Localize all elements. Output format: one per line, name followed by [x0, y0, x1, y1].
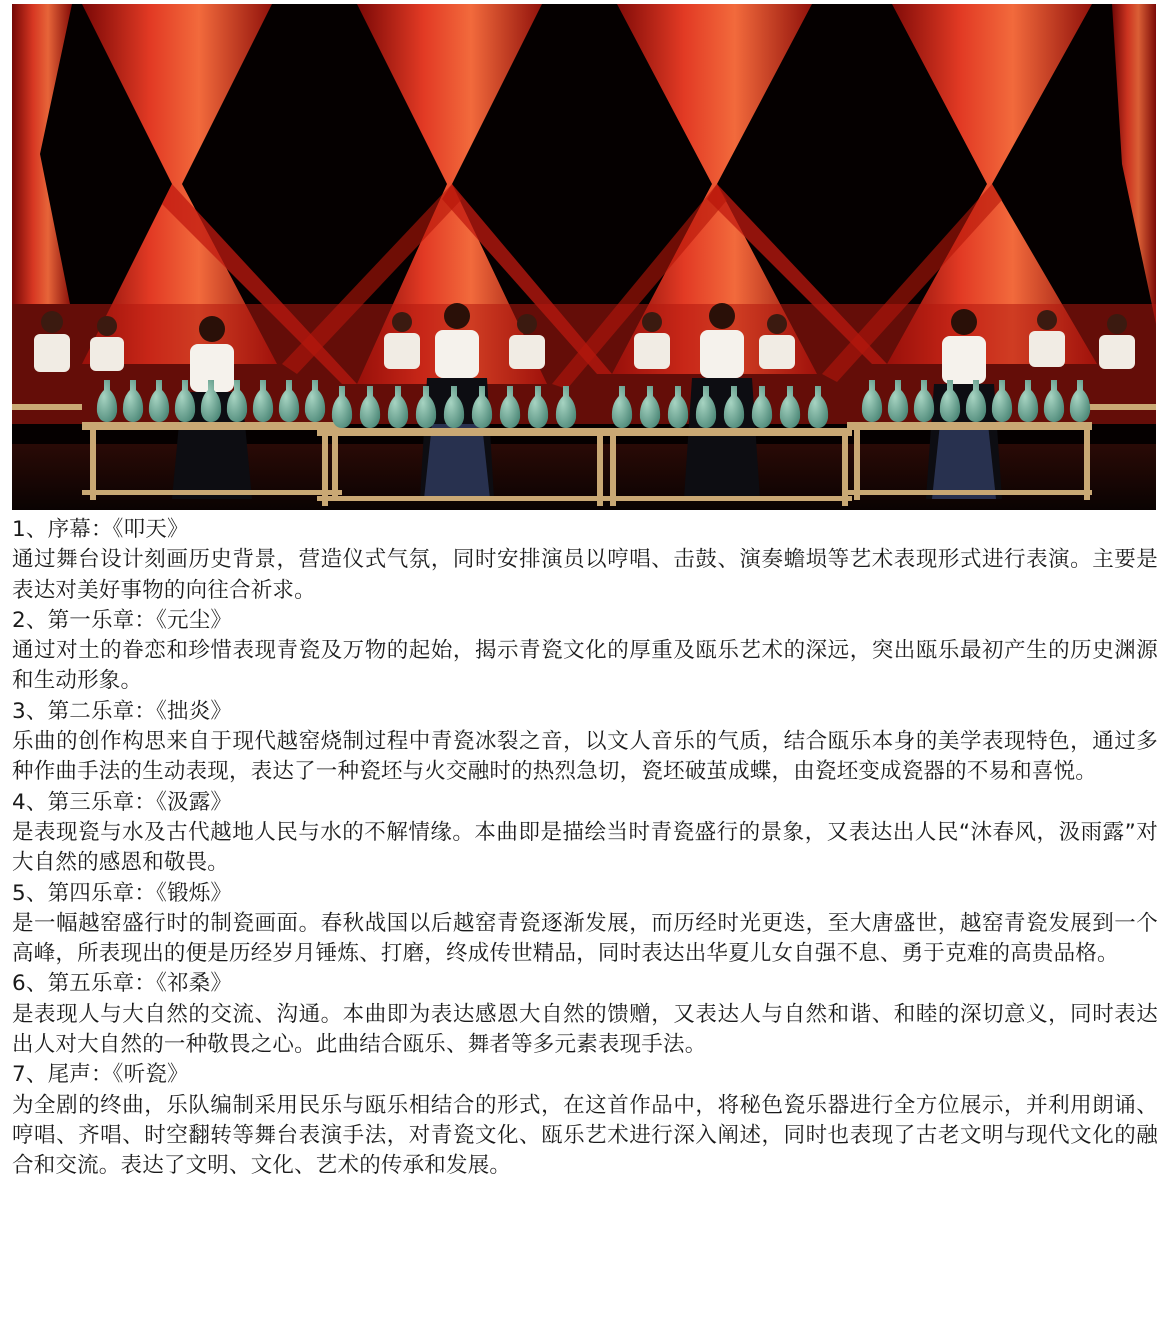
section-body: 是一幅越窑盛行时的制瓷画面。春秋战国以后越窑青瓷逐渐发展，而历经时光更迭，至大唐盛世，越窑青瓷发展到一个高峰，所表现出的便是历经岁月锤炼、打磨，终成传世精品，同时表达出华夏儿女自强不息、勇于克难的高贵品格。 — [12, 910, 1158, 967]
stage-photo — [12, 4, 1156, 510]
section-heading: 4、第三乐章：《汲露》 — [12, 789, 233, 815]
program-notes — [12, 515, 1158, 1182]
section-body: 通过舞台设计刻画历史背景，营造仪式气氛，同时安排演员以哼唱、击鼓、演奏蟾埙等艺术表现形式进行表演。主要是表达对美好事物的向往合祈求。 — [12, 547, 1158, 603]
section-body: 是表现人与大自然的交流、沟通。本曲即为表达感恩大自然的馈赠，又表达人与自然和谐、和睦的深切意义，同时表达出人对大自然的一种敬畏之心。此曲结合瓯乐、舞者等多元素表现手法。 — [12, 1001, 1158, 1058]
section-heading: 2、第一乐章：《元尘》 — [12, 607, 233, 633]
section-body: 是表现瓷与水及古代越地人民与水的不解情缘。本曲即是描绘当时青瓷盛行的景象，又表达出人民“沐春风，汲雨露”对大自然的感恩和敬畏。 — [12, 819, 1158, 876]
section-heading: 7、尾声：《听瓷》 — [12, 1062, 189, 1088]
section-body: 通过对土的眷恋和珍惜表现青瓷及万物的起始，揭示青瓷文化的厚重及瓯乐艺术的深远，突出瓯乐最初产生的历史渊源和生动形象。 — [12, 638, 1158, 694]
section-heading: 3、第二乐章：《拙炎》 — [12, 698, 233, 724]
section-heading: 1、序幕：《叩天》 — [12, 517, 189, 542]
section-heading: 5、第四乐章：《锻烁》 — [12, 880, 233, 906]
section-heading: 6、第五乐章：《祁桑》 — [12, 971, 233, 997]
section-body: 乐曲的创作构思来自于现代越窑烧制过程中青瓷冰裂之音，以文人音乐的气质，结合瓯乐本身的美学表现特色，通过多种作曲手法的生动表现，表达了一种瓷坯与火交融时的热烈急切，瓷坯破茧成蝶，由瓷坯变成瓷器的不易和喜悦。 — [12, 729, 1158, 785]
section-body: 为全剧的终曲，乐队编制采用民乐与瓯乐相结合的形式，在这首作品中，将秘色瓷乐器进行全方位展示，并利用朗诵、哼唱、齐唱、时空翻转等舞台表演手法，对青瓷文化、瓯乐艺术进行深入阐述，同时也表现了古老文明与现代文化的融合和交流。表达了文明、文化、艺术的传承和发展。 — [12, 1092, 1158, 1179]
